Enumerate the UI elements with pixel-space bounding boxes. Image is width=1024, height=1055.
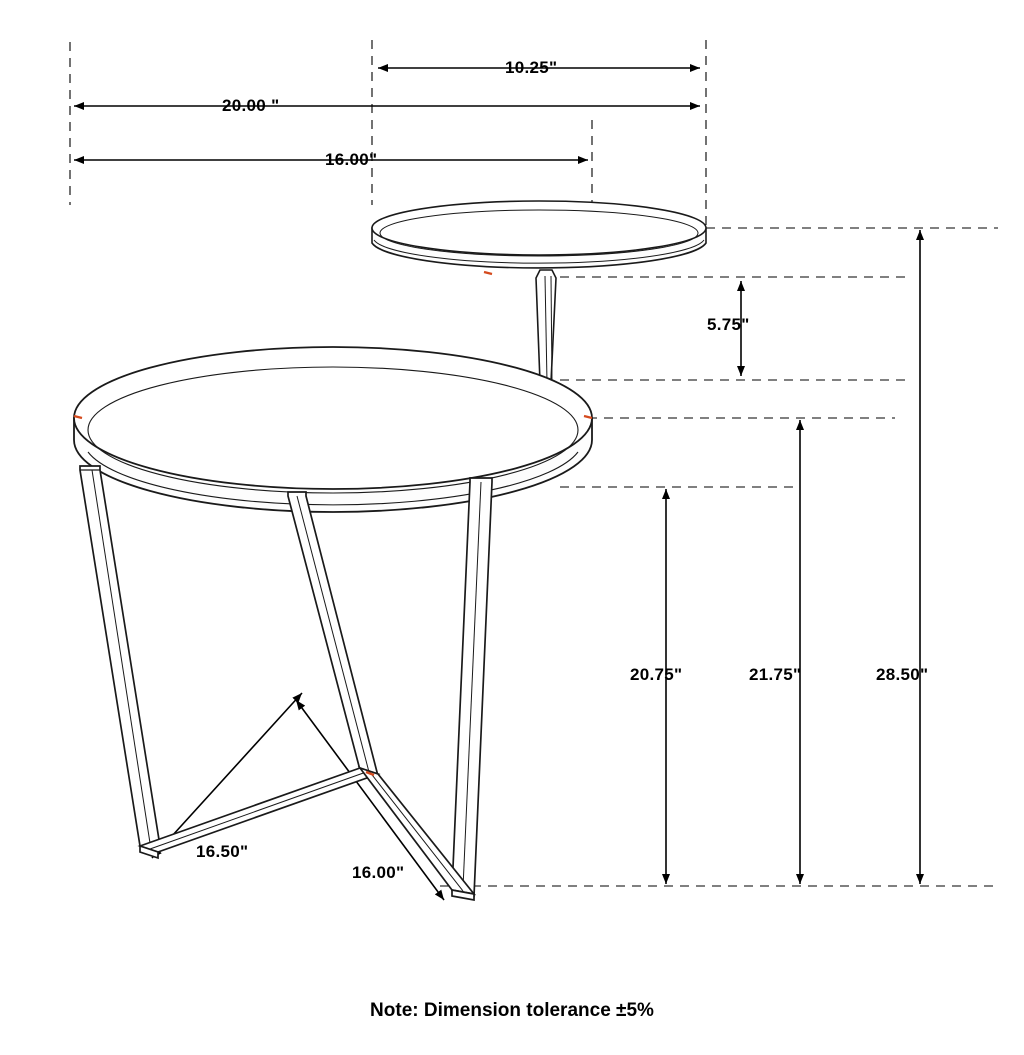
dimension-label-base-depth: 16.50"	[196, 842, 249, 861]
dimension-label-overall-height: 28.50"	[876, 665, 929, 684]
dimension-label-base-width: 16.00"	[352, 863, 405, 882]
dimension-label-shelf-gap-height: 5.75"	[707, 315, 750, 334]
lower-table-top	[74, 347, 592, 512]
upper-shelf	[372, 201, 706, 268]
table-base-frame	[80, 466, 492, 900]
upper-shelf-post	[536, 270, 556, 382]
dimension-label-lower-top-height: 20.75"	[630, 665, 683, 684]
dimension-label-lower-top-width: 16.00"	[325, 150, 378, 169]
dimension-label-overall-width: 20.00 "	[222, 96, 280, 115]
tolerance-note: Note: Dimension tolerance ±5%	[370, 1000, 654, 1021]
dimension-label-upper-shelf-width: 10.25"	[505, 58, 558, 77]
vertical-dimension-lines	[666, 230, 920, 884]
dimension-label-lower-top-edge-height: 21.75"	[749, 665, 802, 684]
horizontal-dimension-lines	[74, 68, 700, 160]
